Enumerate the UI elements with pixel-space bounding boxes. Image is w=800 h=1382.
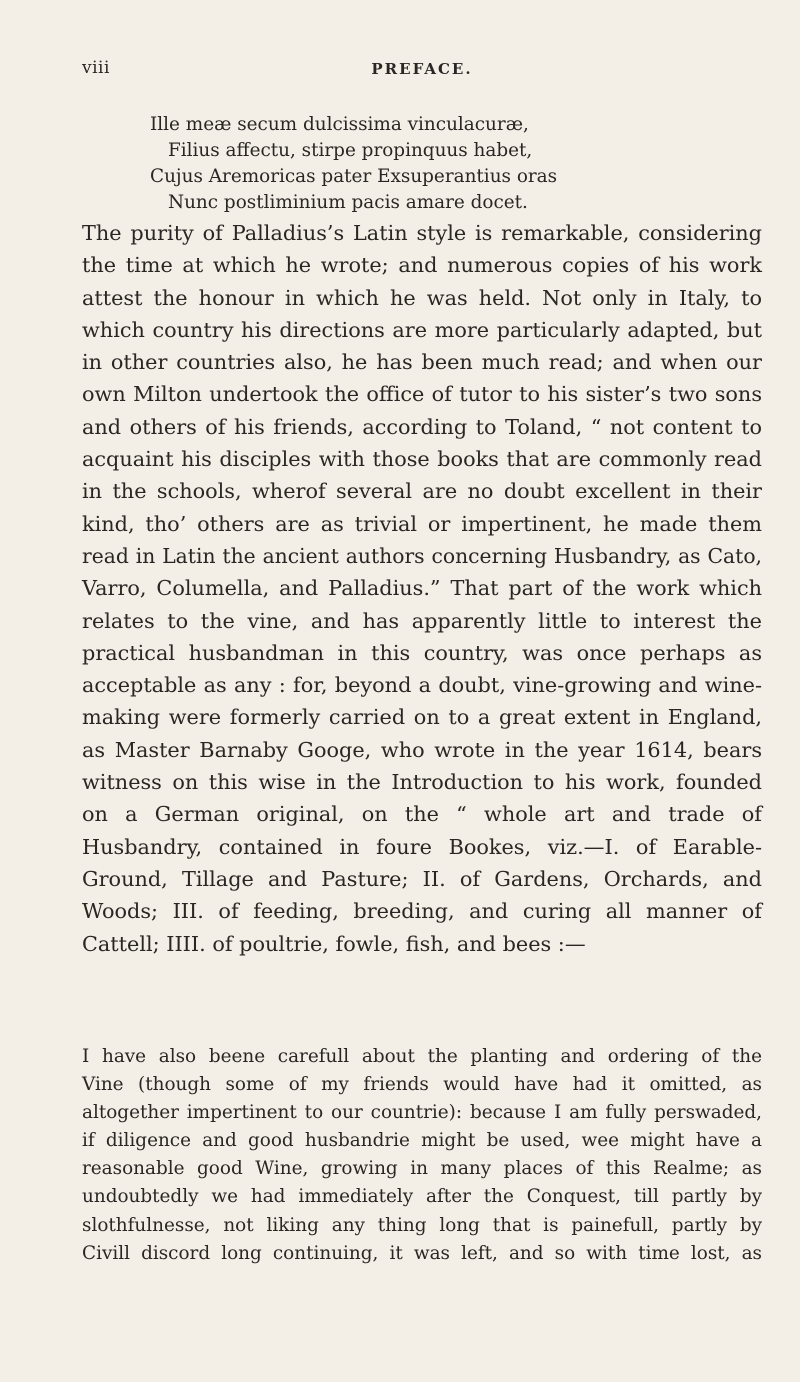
body-line: read in Latin the ancient authors concerning Husbandry, as Cato,: [82, 543, 762, 568]
quote-line: Vine (though some of my friends would have had it omitted, as: [82, 1074, 762, 1096]
body-line: acceptable as any : for, beyond a doubt, vine-growing and wine-: [82, 673, 762, 698]
body-line: Ground, Tillage and Pasture; II. of Gardens, Orchards, and: [82, 866, 762, 891]
body-line: Varro, Columella, and Palladius.” That part of the work which: [82, 576, 762, 601]
page-header: [82, 58, 762, 98]
body-line: relates to the vine, and has apparently little to interest the: [82, 608, 762, 633]
body-line: practical husbandman in this country, was once perhaps as: [82, 640, 762, 665]
body-line: The purity of Palladius’s Latin style is remarkable, considering: [82, 221, 762, 245]
verse-line: Ille meæ secum dulcissima vinculacuræ,: [150, 114, 529, 135]
body-line: as Master Barnaby Googe, who wrote in the year 1614, bears: [82, 737, 762, 762]
body-line: attest the honour in which he was held. Not only in Italy, to: [82, 285, 762, 310]
body-line: making were formerly carried on to a great extent in England,: [82, 705, 762, 730]
body-line: kind, tho’ others are as trivial or impertinent, he made them: [82, 511, 762, 536]
page-number: viii: [82, 58, 110, 78]
quote-line: I have also beene carefull about the planting and ordering of the: [82, 1046, 762, 1067]
body-line: in other countries also, he has been much read; and when our: [82, 350, 762, 375]
body-line: on a German original, on the “ whole art and trade of: [82, 802, 762, 827]
body-line: Husbandry, contained in foure Bookes, viz.—I. of Earable-: [82, 834, 762, 859]
quote-line: if diligence and good husbandrie might be used, wee might have a: [82, 1130, 762, 1152]
body-line: acquaint his disciples with those books that are commonly read: [82, 447, 762, 472]
quote-line: undoubtedly we had immediately after the Conquest, till partly by: [82, 1186, 762, 1208]
latin-verse: [150, 112, 670, 216]
quote-line: slothfulnesse, not liking any thing long that is painefull, partly by: [82, 1214, 762, 1236]
verse-line: Filius affectu, stirpe propinquus habet,: [168, 140, 533, 161]
running-head: PREFACE.: [371, 60, 473, 78]
body-line: Woods; III. of feeding, breeding, and curing all manner of: [82, 899, 762, 924]
quoted-passage: [82, 1043, 762, 1268]
quote-line: Civill discord long continuing, it was left, and so with time lost, as: [82, 1242, 762, 1264]
quote-line: altogether impertinent to our countrie): because I am fully perswaded,: [82, 1102, 762, 1124]
body-line: own Milton undertook the office of tutor to his sister’s two sons: [82, 382, 762, 407]
body-line: in the schools, wherof several are no doubt excellent in their: [82, 479, 762, 504]
body-line: and others of his friends, according to Toland, “ not content to: [82, 414, 762, 439]
body-line: which country his directions are more particularly adapted, but: [82, 317, 762, 342]
body-line: witness on this wise in the Introduction to his work, founded: [82, 770, 762, 795]
verse-line: Cujus Aremoricas pater Exsuperantius oras: [150, 166, 558, 187]
verse-line: Nunc postliminium pacis amare docet.: [168, 192, 528, 213]
body-line: Cattell; IIII. of poultrie, fowle, fish, and bees :—: [82, 931, 586, 956]
body-line: the time at which he wrote; and numerous copies of his work: [82, 253, 762, 278]
body-paragraph: [82, 217, 762, 960]
quote-line: reasonable good Wine, growing in many places of this Realme; as: [82, 1158, 762, 1180]
